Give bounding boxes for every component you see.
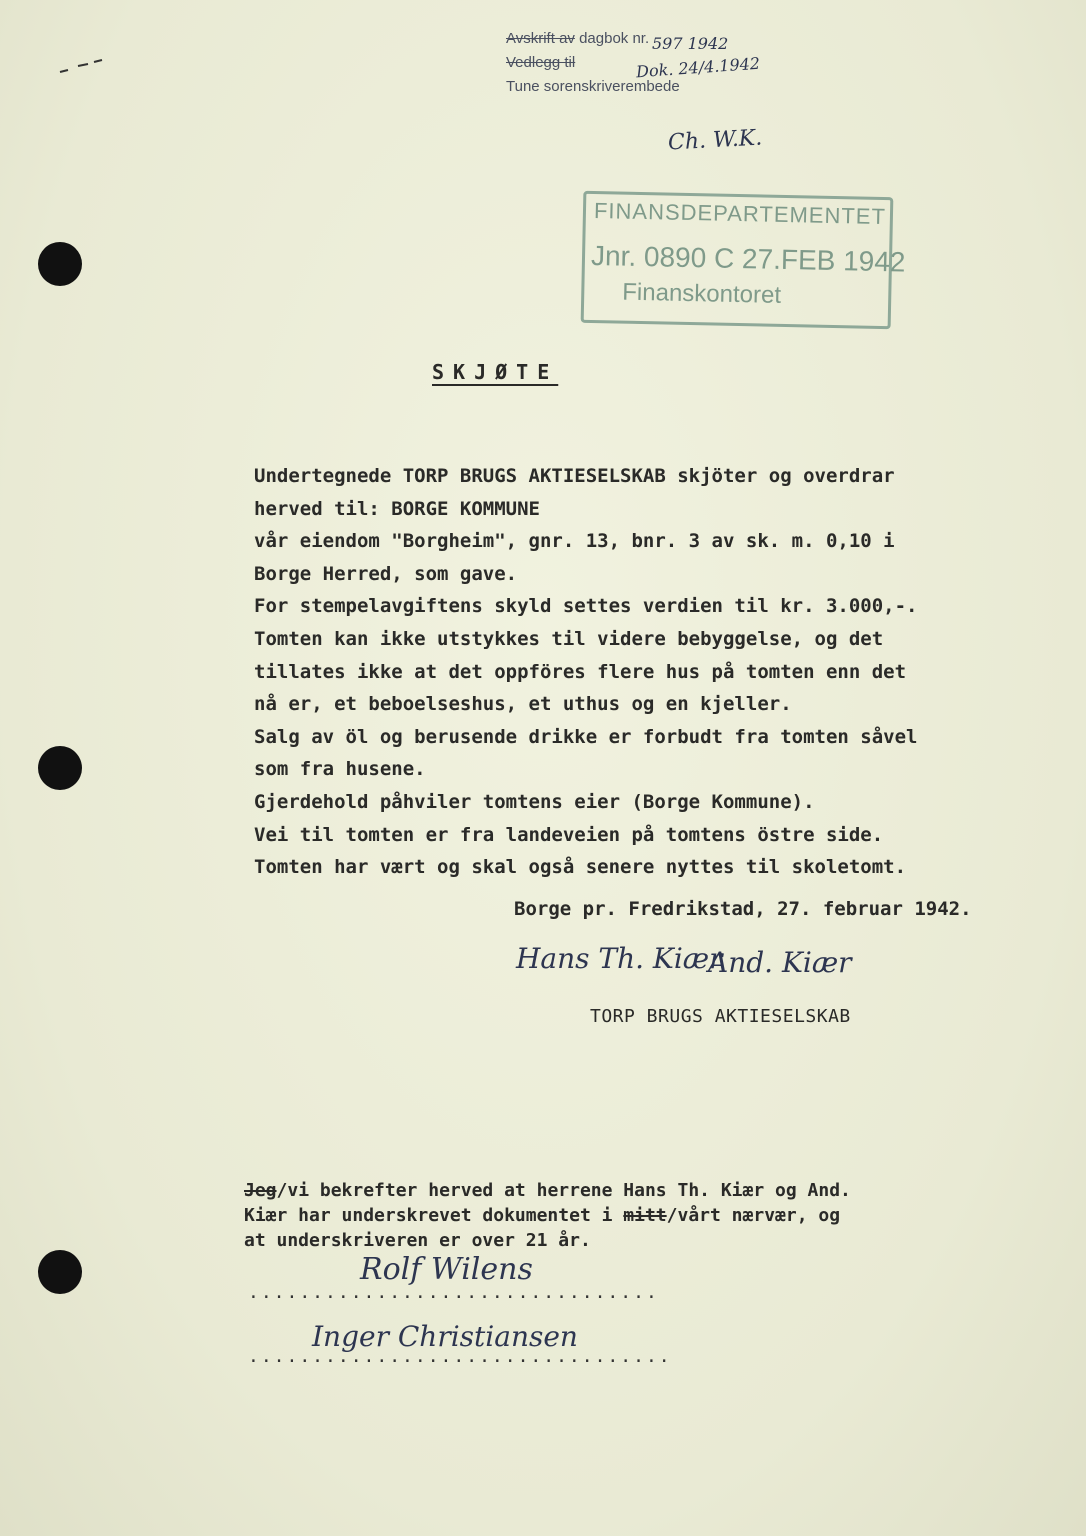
- pen-mark: [58, 58, 104, 78]
- header-vedlegg-text: Vedlegg til: [506, 54, 576, 71]
- body-line: som fra husene.: [254, 758, 426, 781]
- punch-hole-middle: [38, 746, 82, 790]
- company-name: TORP BRUGS AKTIESELSKAB: [590, 1006, 851, 1027]
- body-line: vår eiendom "Borgheim", gnr. 13, bnr. 3 av sk. m. 0,10 i: [254, 530, 895, 553]
- body-line: herved til: BORGE KOMMUNE: [254, 497, 540, 520]
- witness-struck-jeg: Jeg: [244, 1180, 277, 1201]
- deed-body: [254, 460, 1014, 884]
- witness-signature-2: Inger Christiansen: [312, 1320, 578, 1353]
- place-and-date: Borge pr. Fredrikstad, 27. februar 1942.: [514, 898, 972, 920]
- body-line: Vei til tomten er fra landeveien på tomtens östre side.: [254, 823, 884, 846]
- handwritten-initials: Ch. W.K.: [667, 125, 763, 156]
- witness-line-3: at underskriveren er over 21 år.: [244, 1230, 591, 1251]
- body-line: Borge Herred, som gave.: [254, 562, 518, 585]
- document-title: SKJØTE: [432, 360, 559, 384]
- body-line: Tomten har vært og skal også senere nyttes til skoletomt.: [254, 856, 907, 879]
- stamp-line-3: Finanskontoret: [622, 278, 782, 309]
- witness-signature-1: Rolf Wilens: [360, 1252, 533, 1287]
- finance-department-stamp: [581, 191, 906, 329]
- body-line: For stempelavgiftens skyld settes verdien til kr. 3.000,-.: [254, 595, 918, 618]
- stamp-line-2: Jnr. 0890 C 27.FEB 1942: [590, 239, 906, 278]
- witness-line-1: /vi bekrefter herved at herrene Hans Th. Kiær og And.: [276, 1180, 851, 1201]
- body-line: nå er, et beboelseshus, et uthus og en kjeller.: [254, 693, 792, 716]
- body-line: Gjerdehold påhviler tomtens eier (Borge Kommune).: [254, 790, 815, 813]
- header-court-name: Tune sorenskriverembede: [506, 78, 680, 95]
- punch-hole-bottom: [38, 1250, 82, 1294]
- header-struck-text: Avskrift av: [506, 30, 575, 47]
- handwritten-date: Dok. 24/4.1942: [635, 53, 761, 82]
- body-line: Undertegnede TORP BRUGS AKTIESELSKAB skjöter og overdrar: [254, 465, 895, 487]
- body-line: Salg av öl og berusende drikke er forbudt fra tomten såvel: [254, 725, 918, 748]
- signature-dotted-line-1: ................................: [248, 1282, 659, 1303]
- signature-and-kiaer: And. Kiær: [708, 946, 852, 979]
- body-line: tillates ikke at det oppföres flere hus på tomten enn det: [254, 660, 907, 683]
- stamp-line-1: FINANSDEPARTEMENTET: [593, 197, 887, 230]
- body-line: Tomten kan ikke utstykkes til videre bebyggelse, og det: [254, 627, 884, 650]
- witness-line-2a: Kiær har underskrevet dokumentet i: [244, 1205, 624, 1226]
- signature-dotted-line-2: .................................: [248, 1346, 672, 1367]
- header-dagbok-label: dagbok nr.: [574, 30, 650, 47]
- witness-struck-mitt: mitt: [623, 1205, 667, 1226]
- witness-line-2b: /vårt nærvær, og: [666, 1205, 841, 1226]
- handwritten-journal-number: 597 1942: [652, 34, 729, 53]
- signature-hans-kiaer: Hans Th. Kiær: [516, 942, 723, 975]
- punch-hole-top: [38, 242, 82, 286]
- witness-attestation: [244, 1178, 1004, 1253]
